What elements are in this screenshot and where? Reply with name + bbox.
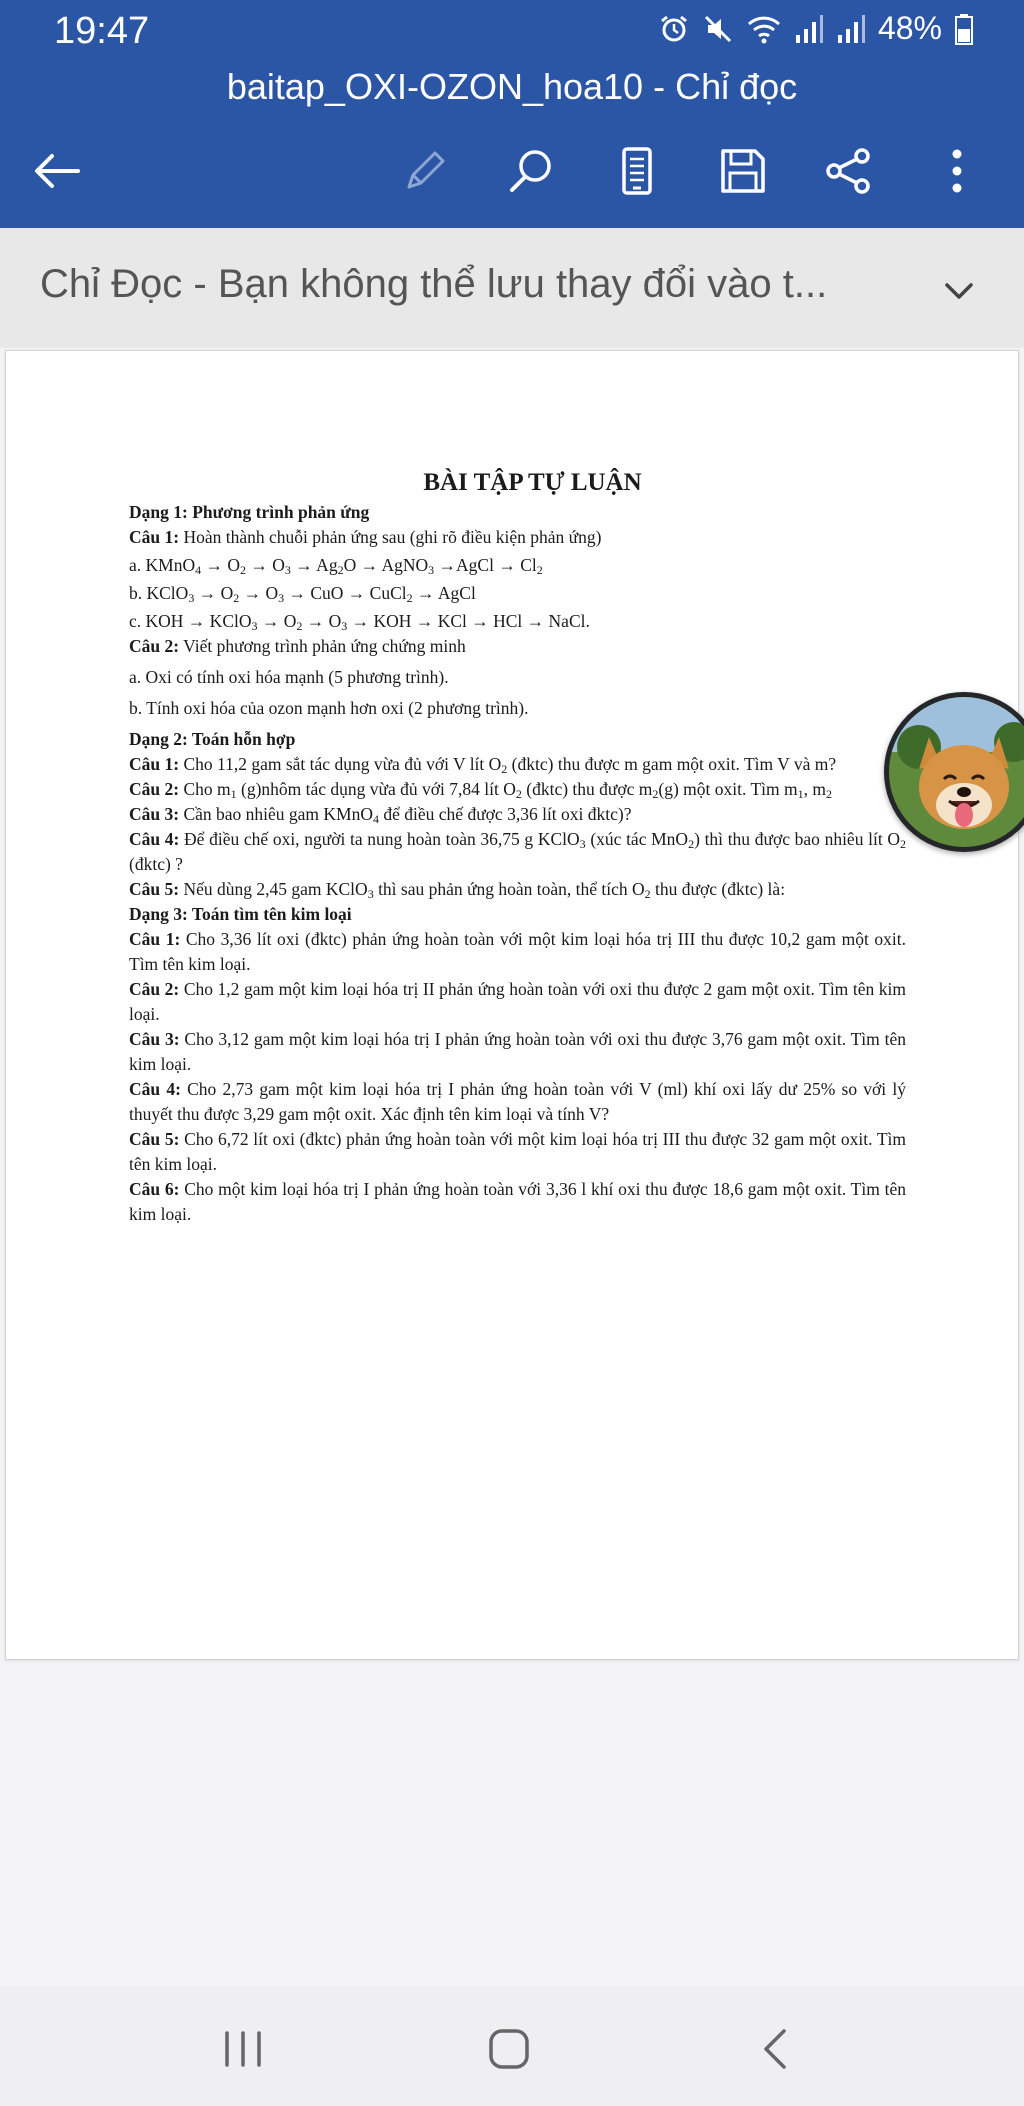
back-arrow-icon <box>32 151 82 191</box>
s1-chain-c: c. KOH → KClO$_3$ → $O_2 \to O_3$ → KOH → KCl → HCl → NaCl. <box>129 611 590 633</box>
search-button[interactable] <box>500 140 562 202</box>
signal-icon <box>794 13 824 45</box>
dog-avatar-image <box>889 697 1024 847</box>
share-icon <box>824 146 874 196</box>
section-3-title: Dạng 3: Toán tìm tên kim loại <box>129 904 352 924</box>
s1-question-2: Câu 2: Viết phương trình phản ứng chứng minh <box>129 636 466 656</box>
s1-question-2a: a. Oxi có tính oxi hóa mạnh (5 phương trình). <box>129 667 449 687</box>
document-content <box>129 466 906 1227</box>
search-icon <box>506 146 556 196</box>
pencil-icon <box>401 147 449 195</box>
back-chevron-icon <box>760 2027 790 2071</box>
chevron-down-icon[interactable] <box>934 266 984 316</box>
back-button[interactable] <box>26 140 88 202</box>
document-page[interactable] <box>5 350 1019 1660</box>
mobile-view-icon <box>617 146 657 196</box>
status-icons <box>658 10 974 47</box>
alarm-icon <box>658 13 690 45</box>
mute-icon <box>702 13 734 45</box>
more-options-button[interactable] <box>926 140 988 202</box>
edit-button[interactable] <box>394 140 456 202</box>
read-only-banner[interactable] <box>0 228 1024 348</box>
s1-question-2b: b. Tính oxi hóa của ozon mạnh hơn oxi (2 phương trình). <box>129 698 529 718</box>
save-icon <box>718 146 768 196</box>
s3-question-5: Câu 5: Cho 6,72 lít oxi (đktc) phản ứng hoàn toàn với một kim loại hóa trị III thu được 32 gam một oxit. Tìm tên kim loại. <box>129 1129 906 1174</box>
read-only-message: Chỉ Đọc - Bạn không thể lưu thay đổi vào t... <box>40 262 828 306</box>
s1-chain-a: a. KMnO$_4$ → $O_2 \to O_3 \to Ag_2O$ → AgNO$_3$ →AgCl → $Cl_2$ <box>129 555 543 577</box>
battery-icon <box>954 13 974 45</box>
share-button[interactable] <box>818 140 880 202</box>
section-1-title: Dạng 1: Phương trình phản ứng <box>129 502 370 522</box>
save-button[interactable] <box>712 140 774 202</box>
s3-question-1: Câu 1: Cho 3,36 lít oxi (đktc) phản ứng hoàn toàn với một kim loại hóa trị III thu được 10,2 gam một oxit. Tìm tên kim loại. <box>129 929 907 974</box>
home-icon <box>487 2027 531 2071</box>
s3-question-6: Câu 6: Cho một kim loại hóa trị I phản ứng hoàn toàn với 3,36 l khí oxi thu được 18,6 gam một oxit. Tìm tên kim loại. <box>129 1179 906 1224</box>
system-nav-bar <box>0 1986 1024 2106</box>
s2-question-1: Câu 1: Cho 11,2 gam sắt tác dụng vừa đủ với V lít $O_2$ (đktc) thu được m gam một oxit. Tìm V và m? <box>129 754 837 776</box>
toolbar <box>0 140 1024 202</box>
s1-chain-b: b. KClO$_3$ → $O_2 \to O_3$ → CuO → CuCl$_2$ → AgCl <box>129 583 476 605</box>
s2-question-4: Câu 4: Để điều chế oxi, người ta nung hoàn toàn 36,75 g KClO$_3$ (xúc tác MnO$_2$) thì thu được bao nhiêu lít $O_2$ (đktc) ? <box>129 829 906 874</box>
status-bar <box>0 0 1024 62</box>
s3-question-4: Câu 4: Cho 2,73 gam một kim loại hóa trị I phản ứng hoàn toàn với V (ml) khí oxi lấy dư 25% so với lý thuyết thu được 3,29 gam một oxit. Xác định tên kim loại và tính V? <box>129 1079 906 1124</box>
wifi-icon <box>746 13 782 45</box>
signal-icon-2 <box>836 13 866 45</box>
recent-apps-button[interactable] <box>208 2014 278 2084</box>
s3-question-2: Câu 2: Cho 1,2 gam một kim loại hóa trị II phản ứng hoàn toàn với oxi thu được 2 gam một oxit. Tìm tên kim loại. <box>129 979 907 1024</box>
more-vertical-icon <box>947 146 967 196</box>
s3-question-3: Câu 3: Cho 3,12 gam một kim loại hóa trị I phản ứng hoàn toàn với oxi thu được 3,76 gam một oxit. Tìm tên kim loại. <box>129 1029 906 1074</box>
s2-question-5: Câu 5: Nếu dùng 2,45 gam KClO$_3$ thì sau phản ứng hoàn toàn, thể tích $O_2$ thu được (đktc) là: <box>129 879 786 901</box>
mobile-view-button[interactable] <box>606 140 668 202</box>
recent-apps-icon <box>221 2029 265 2069</box>
s1-question-1: Câu 1: Hoàn thành chuỗi phản ứng sau (ghi rõ điều kiện phản ứng) <box>129 527 602 547</box>
document-title: baitap_OXI-OZON_hoa10 - Chỉ đọc <box>226 66 798 107</box>
home-button[interactable] <box>474 2014 544 2084</box>
s2-question-2: Câu 2: Cho $m_1$ (g)nhôm tác dụng vừa đủ với 7,84 lít $O_2$ (đktc) thu được $m_2(g)$ một oxit. Tìm $m_1$, $m_2$ <box>129 779 832 801</box>
s2-question-3: Câu 3: Cần bao nhiêu gam KMnO$_4$ để điều chế được 3,36 lít oxi đktc)? <box>129 804 632 826</box>
section-2-title: Dạng 2: Toán hỗn hợp <box>129 729 296 749</box>
document-heading: BÀI TẬP TỰ LUẬN <box>423 469 642 496</box>
battery-percent: 48% <box>877 10 942 46</box>
app-bar <box>0 0 1024 228</box>
status-time: 19:47 <box>54 10 150 52</box>
back-nav-button[interactable] <box>740 2014 810 2084</box>
